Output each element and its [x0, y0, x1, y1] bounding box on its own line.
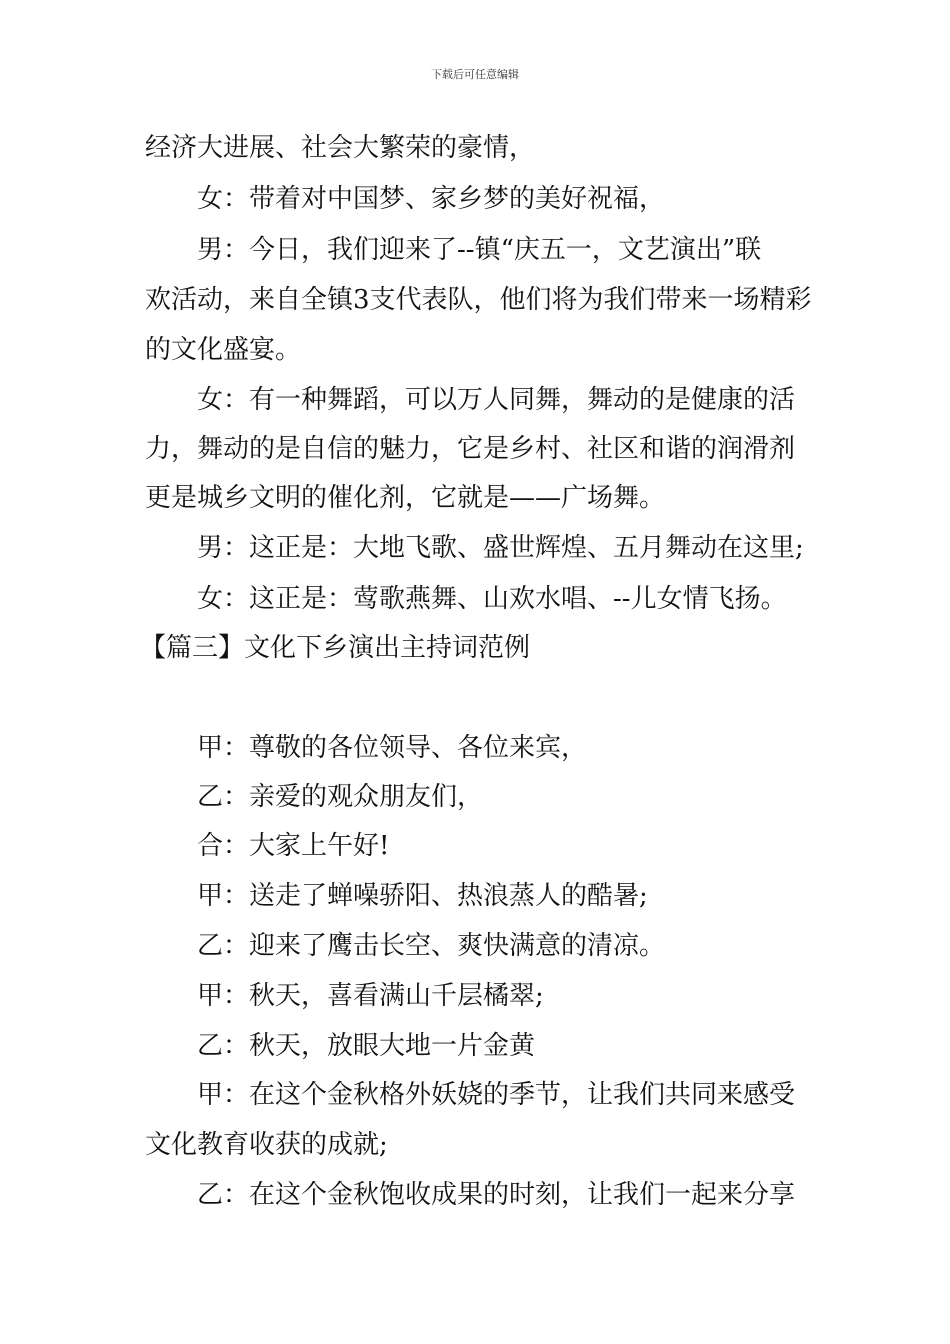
- text-line: 女：带着对中国梦、家乡梦的美好祝福，: [197, 184, 666, 214]
- text-line: 甲：尊敬的各位领导、各位来宾，: [197, 733, 588, 763]
- text-line: 欢活动，来自全镇3支代表队，他们将为我们带来一场精彩: [145, 285, 812, 315]
- text-line: 甲：送走了蝉噪骄阳、热浪蒸人的酷暑;: [197, 881, 648, 911]
- text-line: 甲：秋天，喜看满山千层橘翠;: [197, 981, 544, 1011]
- text-line: 的文化盛宴。: [145, 335, 302, 365]
- page-header: 下载后可任意编辑: [431, 68, 519, 81]
- text-line: 乙：亲爱的观众朋友们，: [197, 782, 484, 812]
- text-line: 乙：迎来了鹰击长空、爽快满意的清凉。: [197, 931, 666, 961]
- text-line: 女：这正是：莺歌燕舞、山欢水唱、--儿女情飞扬。: [197, 584, 787, 614]
- text-line: 合：大家上午好!: [197, 831, 390, 861]
- text-line: 男：这正是：大地飞歌、盛世辉煌、五月舞动在这里;: [197, 533, 804, 563]
- section-title: 【篇三】文化下乡演出主持词范例: [140, 633, 531, 663]
- text-line: 女：有一种舞蹈，可以万人同舞，舞动的是健康的活: [197, 385, 796, 415]
- text-line: 乙：在这个金秋饱收成果的时刻，让我们一起来分享: [197, 1180, 796, 1210]
- text-line: 文化教育收获的成就;: [145, 1130, 388, 1160]
- text-line: 经济大进展、社会大繁荣的豪情，: [145, 133, 536, 163]
- text-line: 男：今日，我们迎来了--镇“庆五一，文艺演出”联: [197, 235, 762, 265]
- text-line: 力，舞动的是自信的魅力，它是乡村、社区和谐的润滑剂: [145, 434, 796, 464]
- text-line: 更是城乡文明的催化剂，它就是——广场舞。: [145, 483, 666, 513]
- text-line: 乙：秋天，放眼大地一片金黄: [197, 1031, 536, 1061]
- text-line: 甲：在这个金秋格外妖娆的季节，让我们共同来感受: [197, 1080, 796, 1110]
